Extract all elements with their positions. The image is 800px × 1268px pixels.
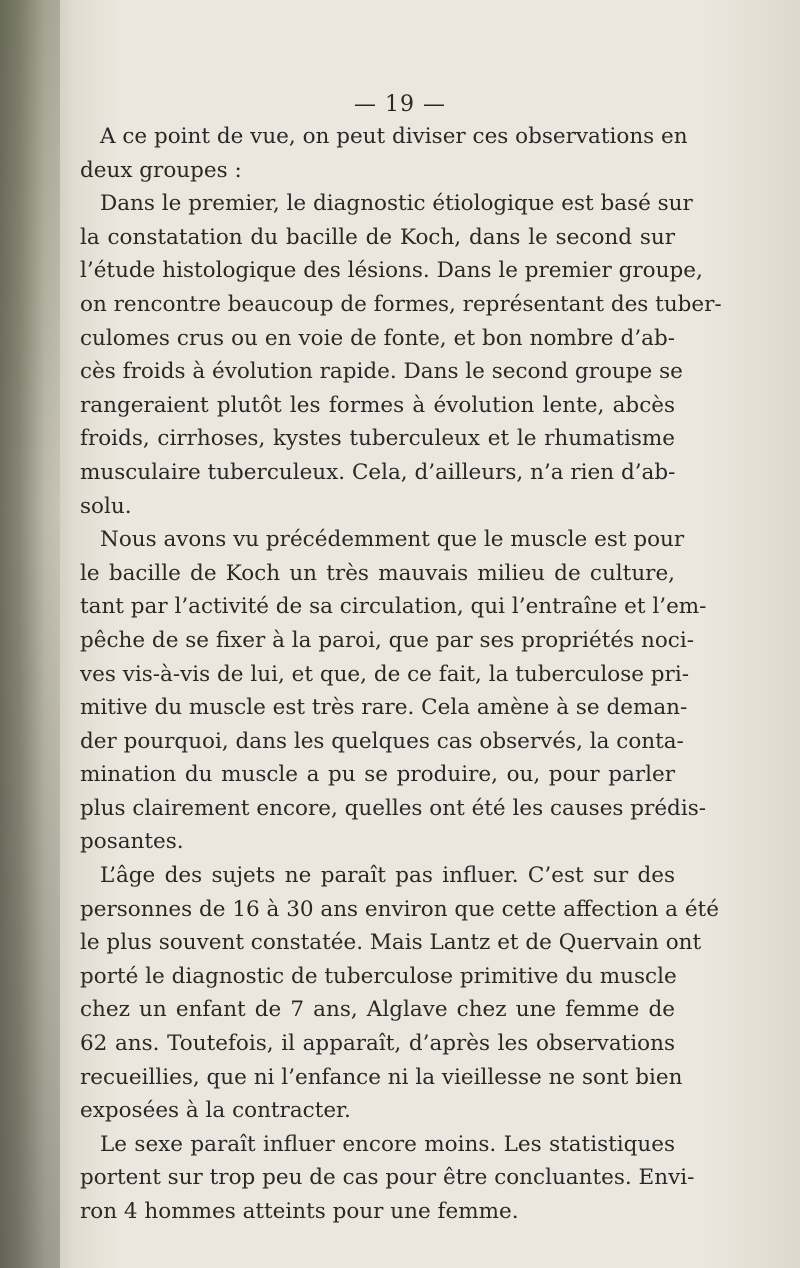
text-line: la constatation du bacille de Koch, dans le second sur (80, 224, 675, 250)
text-line: recueillies, que ni l’enfance ni la vieillesse ne sont bien (80, 1064, 683, 1090)
text-line: culomes crus ou en voie de fonte, et bon nombre d’ab- (80, 325, 675, 351)
text-line: Nous avons vu précédemment que le muscle est pour (100, 527, 685, 553)
text-line: pêche de se fixer à la paroi, que par ses propriétés noci- (80, 627, 694, 653)
text-line: musculaire tuberculeux. Cela, d’ailleurs, n’a rien d’ab- (80, 459, 676, 485)
body-text (80, 120, 722, 1229)
text-line: der pourquoi, dans les quelques cas observés, la conta- (80, 728, 684, 754)
text-line: mitive du muscle est très rare. Cela amène à se deman- (80, 695, 688, 721)
text-line: posantes. (80, 829, 184, 855)
text-line: le bacille de Koch un très mauvais milieu de culture, (80, 560, 675, 586)
text-line: ves vis-à-vis de lui, et que, de ce fait, la tuberculose pri- (80, 661, 689, 687)
text-line: deux groupes : (80, 157, 242, 183)
text-line: l’étude histologique des lésions. Dans le premier groupe, (80, 258, 703, 284)
text-line: L’âge des sujets ne paraît pas influer. C’est sur des (100, 863, 675, 889)
text-line: Le sexe paraît influer encore moins. Les statistiques (100, 1131, 675, 1157)
text-line: ron 4 hommes atteints pour une femme. (80, 1199, 519, 1224)
page-edge-shadow (0, 0, 60, 1268)
text-line: rangeraient plutôt les formes à évolution lente, abcès (80, 392, 675, 418)
text-line: portent sur trop peu de cas pour être concluantes. Envi- (80, 1165, 695, 1191)
text-line: chez un enfant de 7 ans, Alglave chez une femme de (80, 997, 675, 1023)
text-line: le plus souvent constatée. Mais Lantz et de Quervain ont (80, 930, 702, 956)
text-line: on rencontre beaucoup de formes, représentant des tuber- (80, 291, 722, 317)
text-line: tant par l’activité de sa circulation, qui l’entraîne et l’em- (80, 594, 707, 620)
text-line: 62 ans. Toutefois, il apparaît, d’après les observations (80, 1031, 675, 1057)
text-line: personnes de 16 à 30 ans environ que cette affection a été (80, 896, 719, 922)
text-line: porté le diagnostic de tuberculose primitive du muscle (80, 963, 677, 989)
text-line: solu. (80, 493, 132, 519)
text-line: mination du muscle a pu se produire, ou, pour parler (80, 762, 675, 788)
text-line: cès froids à évolution rapide. Dans le second groupe se (80, 359, 683, 385)
text-line: Dans le premier, le diagnostic étiologique est basé sur (100, 191, 693, 217)
page-number: — 19 — (354, 92, 446, 117)
text-line: froids, cirrhoses, kystes tuberculeux et le rhumatisme (80, 426, 675, 452)
text-line: plus clairement encore, quelles ont été les causes prédis- (80, 795, 706, 821)
text-line: exposées à la contracter. (80, 1098, 351, 1124)
text-line: A ce point de vue, on peut diviser ces observations en (100, 124, 688, 149)
